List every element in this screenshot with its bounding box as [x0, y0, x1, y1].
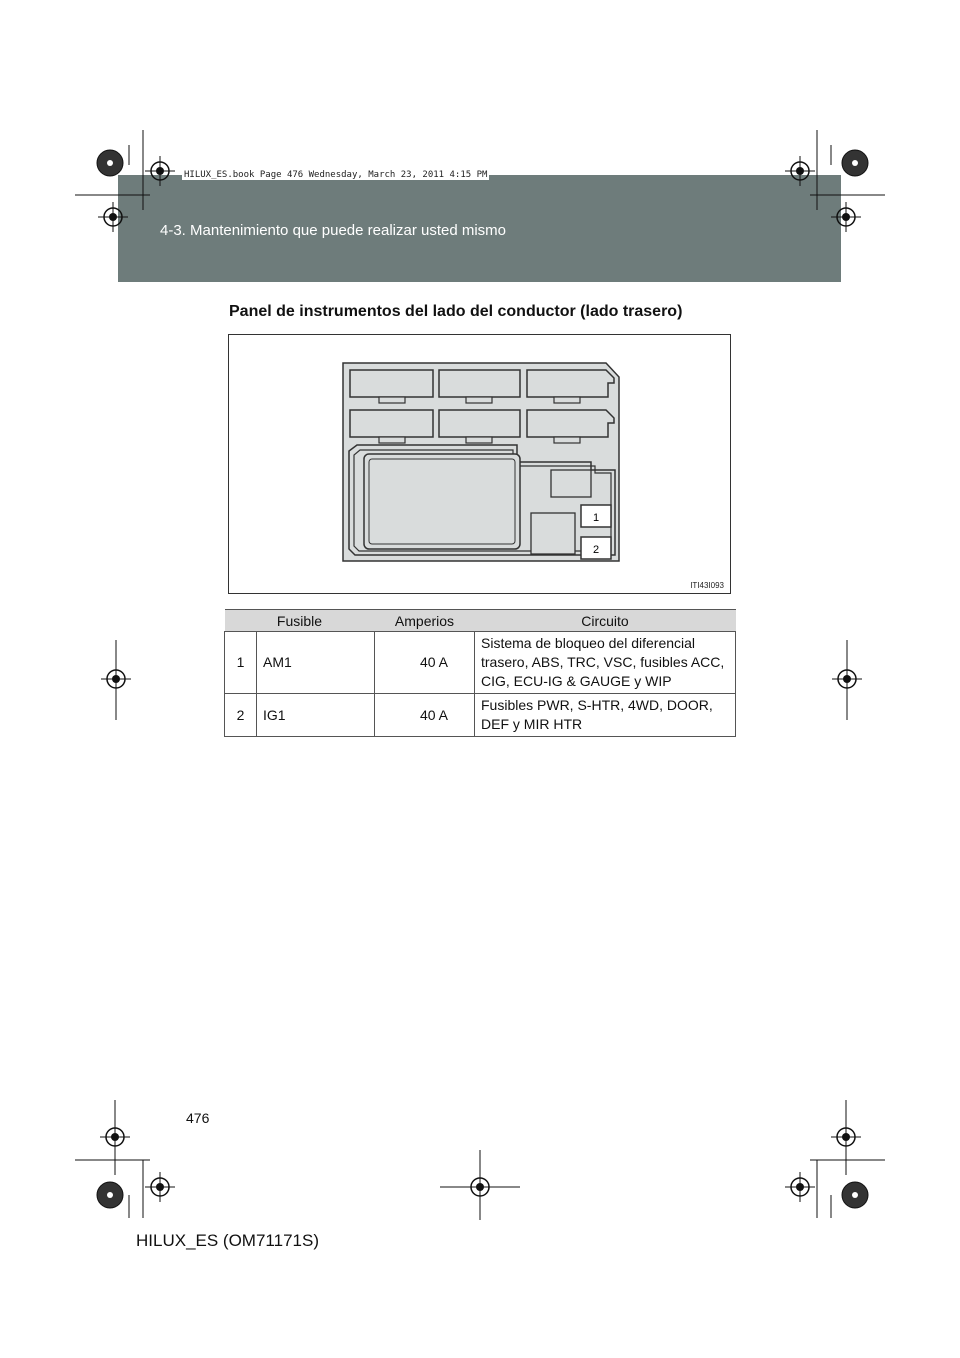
callout-1-label: 1 [592, 512, 600, 524]
fuse-box-diagram [229, 335, 732, 595]
fuse-slot [527, 410, 614, 437]
rosette-top-left [97, 150, 123, 176]
registration-top-right [785, 156, 815, 186]
book-stamp: HILUX_ES.book Page 476 Wednesday, March 23, 2011 4:15 PM [184, 170, 488, 180]
fuse-name: AM1 [257, 632, 375, 694]
registration-top-left [145, 156, 175, 186]
relay-lower [531, 513, 575, 554]
section-title: 4-3. Mantenimiento que puede realizar usted mismo [160, 222, 507, 239]
fuse-slot [439, 370, 520, 397]
column-header-circuito: Circuito [475, 610, 736, 632]
subheading: Panel de instrumentos del lado del conductor (lado trasero) [229, 303, 683, 320]
column-header-fusible: Fusible [225, 610, 375, 632]
registration-right-upper [831, 202, 861, 232]
fuse-box-figure [228, 334, 731, 594]
relay-large [364, 454, 520, 549]
figure-code: ITI43I093 [690, 581, 724, 590]
fuse-amps: 40 A [375, 694, 475, 737]
table-row [225, 694, 736, 737]
fuse-slot [350, 370, 433, 397]
registration-bottom-right [785, 1172, 815, 1202]
fuse-name: IG1 [257, 694, 375, 737]
table-row [225, 632, 736, 694]
registration-bottom-left [145, 1172, 175, 1202]
callout-2-label: 2 [592, 544, 600, 556]
fuse-slot [439, 410, 520, 437]
page-number: 476 [186, 1110, 210, 1126]
rosette-bottom-left [97, 1182, 123, 1208]
fuse-circuit: Fusibles PWR, S-HTR, 4WD, DOOR, DEF y MIR HTR [475, 694, 736, 737]
fuse-number: 1 [225, 632, 257, 694]
column-header-amperios: Amperios [375, 610, 475, 632]
fuse-number: 2 [225, 694, 257, 737]
fuse-amps: 40 A [375, 632, 475, 694]
manual-code: HILUX_ES (OM71171S) [136, 1231, 319, 1250]
table-header-row [225, 610, 736, 632]
relay-small [551, 470, 591, 497]
registration-left-upper [98, 202, 128, 232]
fuse-slot [527, 370, 614, 397]
fuse-slot [350, 410, 433, 437]
fuse-circuit: Sistema de bloqueo del diferencial trasero, ABS, TRC, VSC, fusibles ACC, CIG, ECU-IG & GAUGE y WIP [475, 632, 736, 694]
rosette-top-right [842, 150, 868, 176]
fuse-table [224, 609, 736, 737]
rosette-bottom-right [842, 1182, 868, 1208]
